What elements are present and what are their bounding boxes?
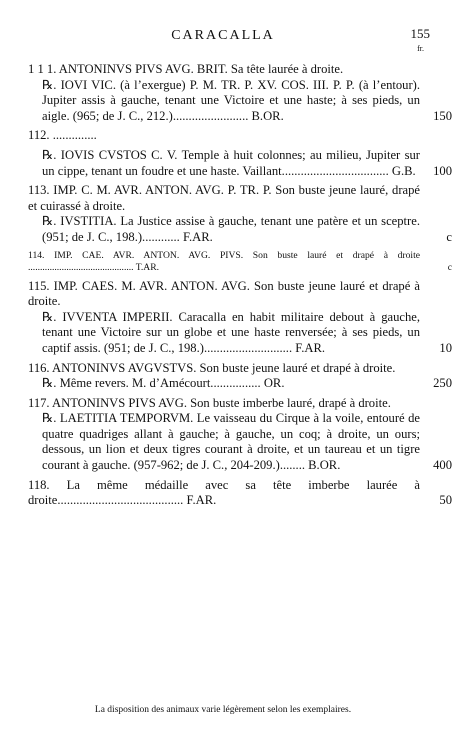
entry-obverse: 112. .............. [28, 128, 97, 143]
entry-value: 100 [433, 163, 452, 178]
footnote: La disposition des animaux varie légèrement selon les exemplaires. [94, 705, 352, 715]
entry-value: 10 [439, 340, 452, 355]
entry-obverse: 116. ANTONINVS AVGVSTVS. Son buste jeune lauré et drapé à droite. [28, 360, 396, 375]
entry-value: 50 [439, 493, 452, 508]
entry-obverse: 118. La même médaille avec sa tête imberbe laurée à droite........................................ F.AR. [28, 477, 420, 508]
entry-value: 250 [433, 376, 452, 391]
entry-value: 150 [433, 108, 452, 123]
entry-obverse: 113. IMP. C. M. AVR. ANTON. AVG. P. TR. P. Son buste jeune lauré, drapé et cuirassé à droite. [28, 183, 420, 213]
entry-obverse: 114. IMP. CAE. AVR. ANTON. AVG. PIVS. Son buste lauré et drapé à droite ............................................ T.AR. [28, 249, 420, 274]
entry-reverse: ℞. LAETITIA TEMPORVM. Le vaisseau du Cirque à la voile, entouré de quatre quadriges allant à gauche; à gauche, un coq; à droite, un ours; dessous, un lion et deux tigres courant à droite, et un taureau et un tigre courant à gauche. (957-962; de J. C., 204-209.)........ B.OR. [42, 411, 420, 473]
entry-reverse: ℞. IOVIS CVSTOS C. V. Temple à huit colonnes; au milieu, Jupiter sur un cippe, tenant un foudre et une haste. Vaillant.................................. G.B. [42, 147, 420, 178]
entry-114 [28, 249, 452, 275]
entry-value: 400 [433, 458, 452, 473]
entry-117 [28, 395, 452, 474]
catalogue-entries [28, 62, 452, 513]
entry-reverse: ℞. IVVENTA IMPERII. Caracalla en habit militaire debout à gauche, tenant une Victoire sur un globe et une haste renversée; à ses pieds, un captif assis. (951; de J. C., 198.)............................ F.AR. [42, 309, 420, 355]
running-title: CARACALLA [171, 28, 275, 43]
entry-obverse: 115. IMP. CAES. M. AVR. ANTON. AVG. Son buste jeune lauré et drapé à droite. [28, 278, 420, 309]
entry-112 [28, 128, 420, 144]
entry-obverse: 117. ANTONINVS PIVS AVG. Son buste imberbe lauré, drapé à droite. [28, 395, 391, 410]
entry-reverse: ℞. IOVI VIC. (à l’exergue) P. M. TR. P. XV. COS. III. P. P. (à l’entour). Jupiter assis à gauche, tenant une Victoire et une haste; à ses pieds, un aigle. (965; de J. C., 212.)........................ B.OR. [42, 77, 420, 123]
page-sub-label: fr. [417, 44, 424, 53]
entry-reverse: ℞. IVSTITIA. La Justice assise à gauche, tenant une patère et un sceptre. (951; de J. C., 198.)............ F.AR. [42, 214, 420, 244]
page-number: 155 [410, 26, 430, 41]
entry-118 [28, 477, 452, 509]
entry-reverse: ℞. Même revers. M. d’Amécourt................ OR. [42, 376, 285, 391]
entry-value: c [447, 262, 452, 274]
entry-111 [28, 62, 452, 124]
entry-116 [28, 360, 452, 392]
entry-value: c [446, 229, 452, 244]
entry-obverse: 1 1 1. ANTONINVS PIVS AVG. BRIT. Sa tête laurée à droite. [28, 62, 344, 76]
entry-115 [28, 278, 452, 357]
entry-113 [28, 183, 452, 245]
entry-112-reverse [28, 147, 452, 179]
